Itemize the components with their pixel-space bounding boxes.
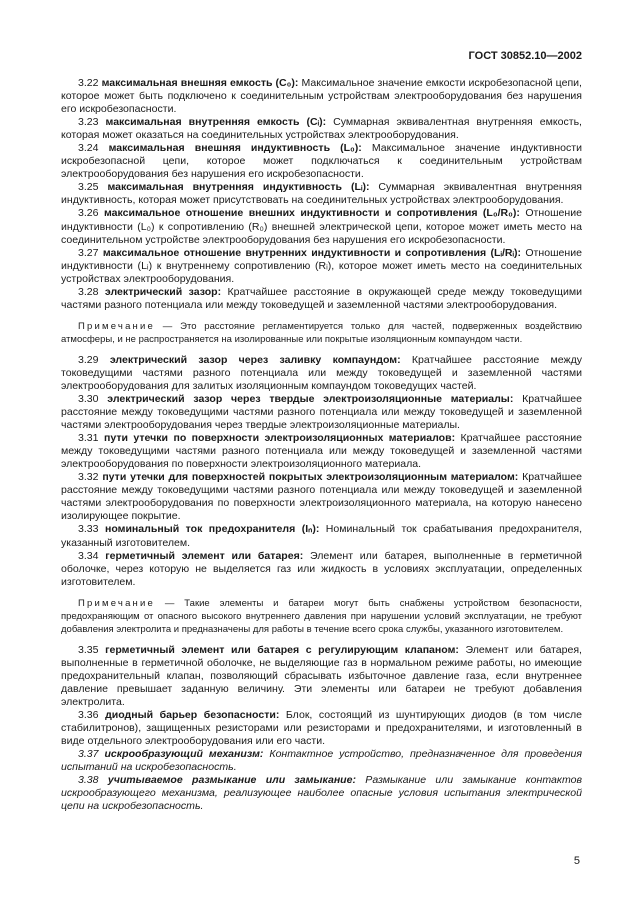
- clause-term: пути утечки для поверхностей покрытых электроизоляционным материалом:: [102, 471, 519, 484]
- clause: [61, 523, 582, 549]
- clause-term: искрообразующий механизм:: [104, 748, 264, 761]
- clause-term: максимальная внутренняя емкость (Cᵢ):: [105, 116, 327, 129]
- clause: [61, 142, 582, 181]
- clause: [61, 286, 582, 312]
- clause-term: электрический зазор через заливку компаундом:: [109, 353, 401, 366]
- clause-number: 3.24: [78, 142, 99, 155]
- clause-text: Размыкание или замыкание контактов искрообразующего механизма, реализующее наиболее опасные условия испытания электрической цепи на искробезопасность.: [61, 774, 582, 813]
- note-text: — Такие элементы и батареи могут быть снабжены устройством безопасности, предохраняющим от опасного высокого внутреннего давления при нарушении условий эксплуатации, не требуют добавления электролита и предназначены для работы в течение всего срока службы, указанного изготовителем.: [61, 597, 582, 635]
- clause-text: Кратчайшее расстояние между токоведущими частями разного потенциала или между токоведущей и заземленной частями электрооборудования для залитых изоляционным компаундом токоведущих частей.: [61, 353, 583, 392]
- clause-text: Элемент или батарея, выполненные в герметичной оболочке, не выделяющие газ в нормальном режиме работы, но имеющие предохранительный клапан, позволяющий сбрасывать избыточное давление газа, если внутреннее давление превышает заданную величину. Эти элементы или батареи не требуют добавления электролита.: [61, 643, 582, 708]
- clause-number: 3.22: [78, 77, 99, 89]
- clause-number: 3.30: [78, 392, 99, 405]
- document-body: [61, 77, 582, 813]
- clause-text: Суммарная эквивалентная внутренняя емкость, которая может оказаться на соединительных устройствах электрооборудования.: [61, 116, 582, 142]
- clause-number: 3.31: [78, 432, 99, 445]
- clause-term: максимальное отношение внутренних индуктивности и сопротивления (Lᵢ/Rᵢ):: [102, 246, 522, 259]
- clause-term: электрический зазор:: [104, 285, 222, 298]
- clause-term: максимальная внутренняя индуктивность (Lᵢ):: [107, 181, 370, 194]
- clause: [61, 748, 582, 774]
- clause-number: 3.32: [78, 471, 99, 484]
- clause-text: Кратчайшее расстояние между токоведущими частями разного потенциала или между токоведущей и заземленной частями электрооборудования по поверхности электроизоляционного материала, на которую нанесено изолирующее покрытие.: [61, 471, 582, 523]
- clause: [61, 709, 582, 748]
- clause-number: 3.36: [78, 708, 99, 721]
- clause: [61, 77, 582, 116]
- clause: [61, 550, 582, 589]
- clause: [61, 247, 582, 286]
- clause-number: 3.26: [78, 207, 99, 220]
- document-code: ГОСТ 30852.10—2002: [468, 50, 582, 62]
- clause-text: Суммарная эквивалентная внутренняя индуктивность, которая может присутствовать на соединительных устройствах электрооборудования.: [61, 181, 582, 207]
- clause: [61, 354, 582, 393]
- clause-number: 3.38: [78, 774, 99, 787]
- clause-text: Номинальный ток срабатывания предохранителя, указанный изготовителем.: [61, 523, 583, 549]
- clause: [61, 393, 582, 432]
- clause-text: Кратчайшее расстояние в окружающей среде между токоведущими частями разного потенциала или между токоведущей и заземленной частями электрооборудования.: [61, 285, 582, 311]
- clause-number: 3.28: [78, 285, 99, 298]
- clause-text: Кратчайшее расстояние между токоведущими частями разного потенциала или между токоведущей и заземленной частями электрооборудования через твердые электроизоляционные материалы.: [61, 392, 582, 432]
- clause-term: герметичный элемент или батарея:: [105, 549, 304, 562]
- clause-term: максимальная внешняя индуктивность (L₀):: [108, 142, 362, 155]
- clause-text: Максимальное значение индуктивности искробезопасной цепи, которое может подключаться к соединительным устройствам электрооборудования без нарушения его искробезопасности.: [61, 142, 582, 181]
- clause-term: номинальный ток предохранителя (Iₙ):: [104, 523, 320, 536]
- clause: [61, 181, 582, 207]
- clause: [61, 774, 582, 813]
- clause: [61, 471, 582, 523]
- clause-term: диодный барьер безопасности:: [105, 708, 280, 721]
- clause: [61, 432, 582, 471]
- clause-text: Кратчайшее расстояние между токоведущими частями разного потенциала или между токоведущей и заземленной частями электрооборудования по поверхности электроизоляционного материала.: [61, 432, 582, 471]
- clause-number: 3.35: [78, 643, 99, 656]
- clause-number: 3.37: [78, 748, 99, 761]
- clause-text: Максимальное значение емкости искробезопасной цепи, которое может быть подключено к соединительным устройствам электрооборудования без нарушения его искробезопасности.: [61, 77, 582, 116]
- note-label: Примечание: [78, 597, 155, 609]
- clause-number: 3.29: [78, 353, 99, 366]
- clause-text: Отношение индуктивности (Lᵢ) к внутреннему сопротивлению (Rᵢ), которое может иметь место на соединительных устройствах электрооборудования.: [61, 246, 582, 285]
- clause-number: 3.27: [78, 246, 99, 259]
- clause-number: 3.23: [78, 116, 99, 129]
- note-text: — Это расстояние регламентируется только для частей, подверженных воздействию атмосферы, и не распространяется на изолированные или покрытые изоляционным компаундом части.: [61, 320, 582, 345]
- clause-number: 3.25: [78, 181, 99, 194]
- clause-text: Отношение индуктивности (L₀) к сопротивлению (R₀) внешней электрической цепи, которое может иметь место на соединительном устройстве электрооборудования без нарушения его искробезопасности.: [61, 207, 582, 246]
- clause-number: 3.33: [78, 523, 99, 536]
- note: [61, 320, 582, 346]
- note: [61, 597, 582, 636]
- clause-term: учитываемое размыкание или замыкание:: [107, 774, 357, 787]
- clause-term: пути утечки по поверхности электроизоляционных материалов:: [103, 432, 456, 445]
- clause-term: герметичный элемент или батарея с регулирующим клапаном:: [105, 643, 459, 656]
- clause-term: максимальная внешняя емкость (C₀):: [101, 77, 299, 89]
- clause: [61, 207, 582, 246]
- clause-term: максимальное отношение внешних индуктивности и сопротивления (L₀/R₀):: [103, 207, 520, 220]
- clause-text: Блок, состоящий из шунтирующих диодов (в том числе стабилитронов), защищенных резисторами или резисторами и предохранителями, и изготовленный в виде отдельного электрооборудования или его части.: [61, 708, 582, 748]
- clause-term: электрический зазор через твердые электроизоляционные материалы:: [107, 392, 514, 405]
- clause: [61, 116, 582, 142]
- note-label: Примечание: [78, 320, 155, 332]
- clause: [61, 644, 582, 709]
- clause-text: Контактное устройство, предназначенное для проведения испытаний на искробезопасность.: [61, 748, 583, 774]
- clause-text: Элемент или батарея, выполненные в герметичной оболочке, через которую не выделяется газ или жидкость в условиях эксплуатации, определенных изготовителем.: [61, 549, 583, 588]
- page-number: 5: [573, 855, 580, 867]
- clause-number: 3.34: [78, 549, 99, 562]
